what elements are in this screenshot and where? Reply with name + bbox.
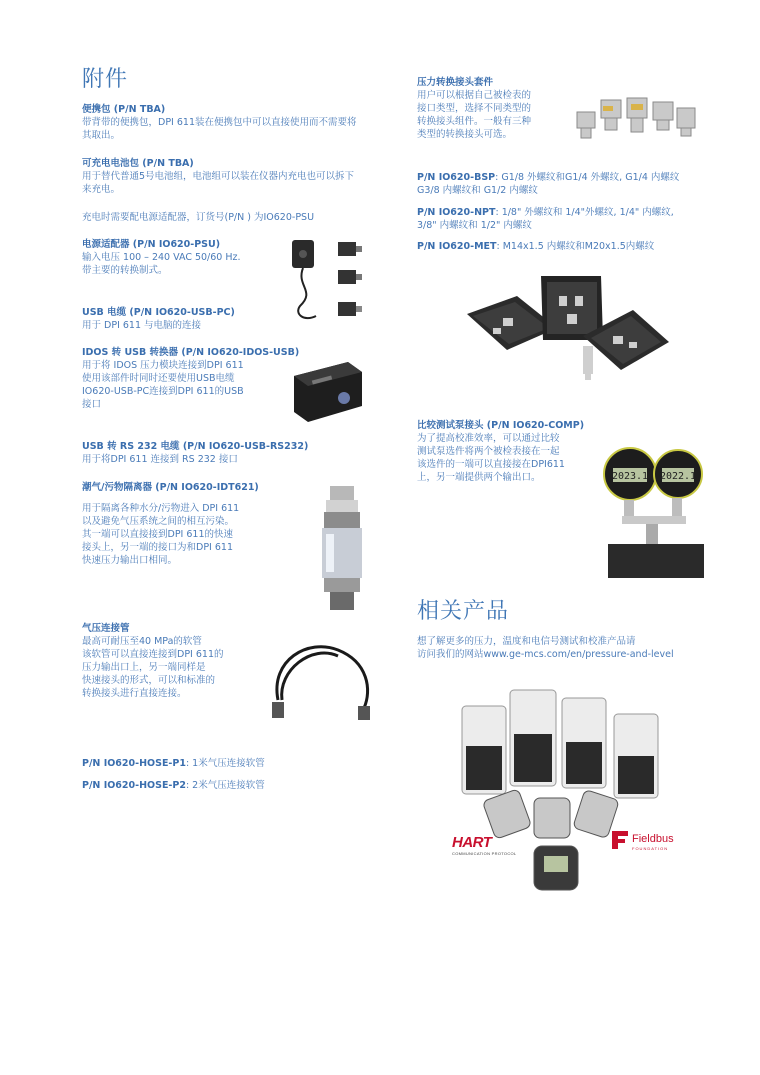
section-heading-related: 相关产品 [417,599,510,624]
hart-logo-text: HART [452,834,492,851]
item-title: IDOS 转 USB 转换器 (P/N IO620-IDOS-USB) [82,347,300,358]
item-text-line: 接头上，另一端的接口为和DPI 611 [82,542,233,553]
item-text-line: 其一端可以直接接到DPI 611的快速 [82,529,233,540]
item-title: 便携包 (P/N TBA) [82,104,166,115]
item-title: 电源适配器 (P/N IO620-PSU) [82,239,221,250]
item-title: USB 转 RS 232 电缆 (P/N IO620-USB-RS232) [82,441,309,452]
part-desc: : M14x1.5 内螺纹和M20x1.5内螺纹 [496,241,655,252]
section-heading-accessories: 附件 [82,67,129,92]
item-text-line: 为了提高校准效率，可以通过比较 [417,433,560,444]
moisture-trap-image [312,484,372,614]
item-usb-rs232 [82,440,308,466]
item-power-adapter [82,238,241,277]
part-number: P/N IO620-MET [417,241,497,252]
item-text-line: 输入电压 100 – 240 VAC 50/60 Hz. [82,252,241,263]
item-title: 潮气/污物隔离器 (P/N IO620-IDT621) [82,482,259,493]
part-desc: : 1米气压连接软管 [185,758,265,769]
part-number-met [417,240,654,253]
part-desc-line2: 3/8" 内螺纹和 1/2" 内螺纹 [417,220,532,231]
item-text-line: 用于将 IDOS 压力模块连接到DPI 611 [82,360,244,371]
item-adapter-kit [417,76,531,141]
comparator-image [600,440,704,578]
item-text-line: 用于隔离各种水分/污物进入 DPI 611 [82,503,240,514]
hart-logo-sub: COMMUNICATION PROTOCOL [452,851,517,856]
item-text-line: 使用该部件时同时还要使用USB电缆 [82,373,235,384]
item-text-line: 接口 [82,399,102,410]
fieldbus-f-icon [610,829,630,851]
item-text-line: 用户可以根据自己被检表的 [417,90,532,101]
related-text [417,635,674,661]
hart-logo [452,834,516,856]
related-products-image [448,686,688,896]
adapter-fittings-image [573,90,699,144]
part-number: P/N IO620-HOSE-P2 [82,780,186,791]
charger-note: 充电时需要配电源适配器，订货号(P/N ) 为IO620-PSU [82,212,315,223]
gauge-left-reading: 2023.1 [611,471,649,482]
item-text-line: 快速压力输出口相同。 [82,555,178,566]
gauge-right-reading: 2022.1 [659,471,697,482]
part-desc: : G1/8 外螺纹和G1/4 外螺纹, G1/4 内螺纹 [495,172,680,183]
adapter-cases-image [463,266,673,396]
item-comparator [417,419,584,484]
item-text-line: 转换接头组件。一般有三种 [417,116,532,127]
item-idos-usb [82,346,299,411]
item-text: 用于 DPI 611 与电脑的连接 [82,320,202,331]
item-text-line: 快速接头的形式，可以和标准的 [82,675,216,686]
item-title: 可充电电池包 (P/N TBA) [82,158,194,169]
part-number-hose-p2 [82,779,265,792]
item-text-line: 转换接头进行直接连接。 [82,688,187,699]
part-number-npt [417,206,674,232]
part-desc: : 1/8" 外螺纹和 1/4"外螺纹, 1/4" 内螺纹, [495,207,674,218]
item-text-line: 测试泵选件将两个被检表接在一起 [417,446,560,457]
item-carry-bag [82,103,372,142]
item-text-line: 上，另一端提供两个输出口。 [417,472,541,483]
part-number: P/N IO620-NPT [417,207,496,218]
idos-converter-image [286,356,366,426]
hose-image [268,630,380,722]
part-desc: : 2米气压连接软管 [185,780,265,791]
item-battery-pack [82,157,372,196]
item-text-line: 带主要的转换制式。 [82,265,168,276]
item-usb-cable [82,306,235,332]
item-title: USB 电缆 (P/N IO620-USB-PC) [82,307,235,318]
item-text-line: 该选件的一端可以直接接在DPI611 [417,459,565,470]
item-text-line: 最高可耐压至40 MPa的软管 [82,636,202,647]
item-text-line: 压力输出口上，另一端同样是 [82,662,206,673]
item-text: 带背带的便携包，DPI 611装在便携包中可以直接使用而不需要将其取出。 [82,117,357,141]
item-moisture-trap [82,481,259,567]
fieldbus-logo-sub: FOUNDATION [632,846,669,851]
fieldbus-logo-text: Fieldbus [632,833,674,845]
part-number: P/N IO620-BSP [417,172,496,183]
item-text-line: 类型的转换接头可选。 [417,129,513,140]
item-text-line: 接口类型，选择不同类型的 [417,103,532,114]
item-title: 气压连接管 [82,623,130,634]
part-number-bsp [417,171,679,197]
part-desc-line2: G3/8 内螺纹和 G1/2 内螺纹 [417,185,538,196]
part-number: P/N IO620-HOSE-P1 [82,758,186,769]
item-pneumatic-hose [82,622,224,700]
item-text-line: 以及避免气压系统之间的相互污染。 [82,516,235,527]
item-text: 用于替代普通5号电池组，电池组可以装在仪器内充电也可以拆下来充电。 [82,171,355,195]
item-text-line: 该软管可以直接连接到DPI 611的 [82,649,224,660]
related-line: 访问我们的网站www.ge-mcs.com/en/pressure-and-level [417,649,674,660]
item-text: 用于将DPI 611 连接到 RS 232 接口 [82,454,238,465]
power-adapter-image [286,236,366,328]
part-number-hose-p1 [82,757,265,770]
related-line: 想了解更多的压力，温度和电信号测试和校准产品请 [417,636,636,647]
item-title: 比较测试泵接头 (P/N IO620-COMP) [417,420,585,431]
item-text-line: IO620-USB-PC连接到DPI 611的USB [82,386,244,397]
item-title: 压力转换接头套件 [417,77,494,88]
